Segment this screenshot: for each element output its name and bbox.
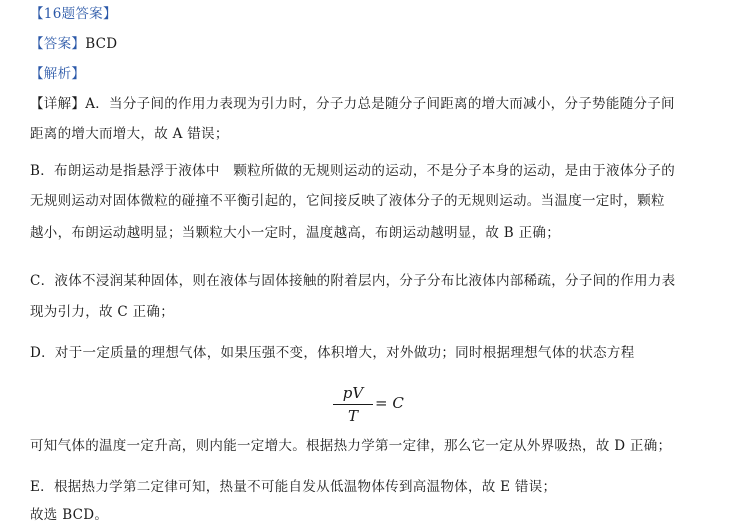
option-b-line-1: B．布朗运动是指悬浮于液体中 颗粒所做的无规则运动的运动，不是分子本身的运动，是由于液体分子的 [30,163,676,179]
question-number-tag: 【16题答案】 [30,6,117,22]
analysis-tag: 【解析】 [30,66,86,82]
answer-value: BCD [85,36,118,52]
final-answer-line: 故选 BCD。 [30,507,109,523]
answer-line [30,34,117,54]
equation-denominator: T [347,407,358,425]
option-a-continued: 距离的增大而增大，故 A 错误； [30,126,229,142]
detail-tag: 【详解】 [30,96,86,112]
option-b-line-3: 越小，布朗运动越明显；当颗粒大小一定时，温度越高，布朗运动越明显，故 B 正确； [30,225,561,241]
option-a-text: A．当分子间的作用力表现为引力时，分子力总是随分子间距离的增大而减小，分子势能随分子间 [85,96,675,112]
answer-tag: 【答案】 [30,36,86,52]
option-c-line-1: C．液体不浸润某种固体，则在液体与固体接触的附着层内，分子分布比液体内部稀疏，分子间的作用力表 [30,273,676,289]
equation-rhs [375,394,404,412]
fraction-bar [333,404,373,405]
option-b-line-2: 无规则运动对固体微粒的碰撞不平衡引起的，它间接反映了液体分子的无规则运动。当温度一定时，颗粒 [30,193,665,209]
detail-line-a1 [30,94,675,114]
option-c-line-2: 现为引力，故 C 正确； [30,304,175,320]
equation-fraction [333,384,373,425]
option-e-line: E．根据热力学第二定律可知，热量不可能自发从低温物体传到高温物体，故 E 错误； [30,479,557,495]
option-d-line-2: 可知气体的温度一定升高，则内能一定增大。根据热力学第一定律，那么它一定从外界吸热，故 D 正确； [30,438,672,454]
equation-numerator: pV [342,384,364,402]
option-d-line-1: D．对于一定质量的理想气体，如果压强不变，体积增大，对外做功；同时根据理想气体的状态方程 [30,345,635,361]
ideal-gas-equation [333,384,413,432]
constant-c: C [392,394,404,412]
equals-sign: = [375,394,388,412]
